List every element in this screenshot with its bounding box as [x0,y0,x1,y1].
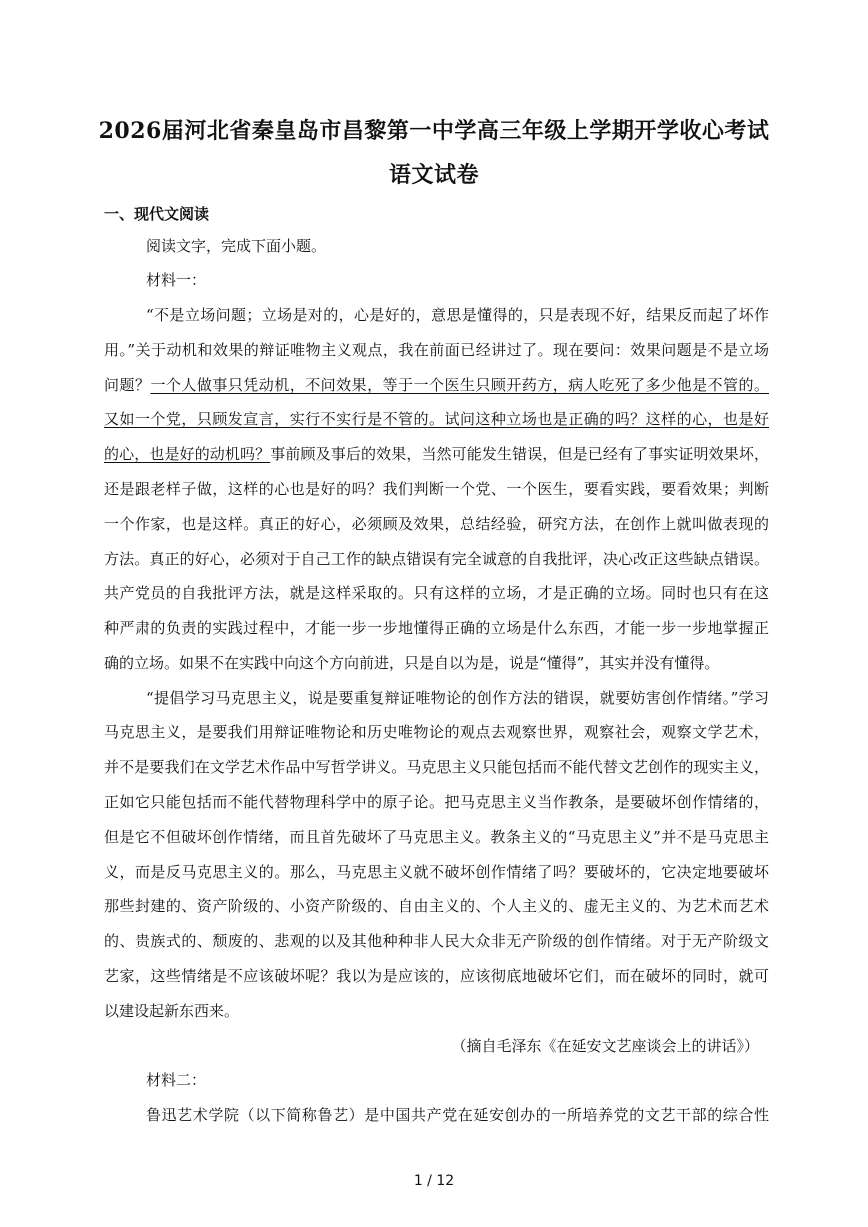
p1-text: 问题？ [104,376,151,394]
p2-line: 的、贵族式的、颓废的、悲观的以及其他种种非人民大众非无产阶级的创作情绪。对于无产阶级文 [104,932,769,950]
underlined-text: 一个人做事只凭动机，不问效果，等于一个医生只顾开药方，病人吃死了多少他是不管的。 [150,376,769,394]
underlined-text: 的心，也是好的动机吗？ [104,445,271,463]
material2-label: 材料二： [146,1071,207,1089]
exam-title: 2026届河北省秦皇岛市昌黎第一中学高三年级上学期开学收心考试 [98,118,770,144]
p1-line: 一个作家，也是这样。真正的好心，必须顾及效果，总结经验，研究方法，在创作上就叫做表现的 [104,515,769,533]
p2-line: 但是它不但破坏创作情绪，而且首先破坏了马克思主义。教条主义的“马克思主义”并不是马克思主 [104,828,769,846]
page-number: 1 / 12 [413,1173,455,1189]
p2-line: 那些封建的、资产阶级的、小资产阶级的、自由主义的、个人主义的、虚无主义的、为艺术而艺术 [104,897,769,915]
p1-line: 种严肃的负责的实践过程中，才能一步一步地懂得正确的立场是什么东西，才能一步一步地掌握正 [104,619,769,637]
source-citation: （摘自毛泽东《在延安文艺座谈会上的讲话》） [451,1037,759,1055]
underlined-text: 又如一个党，只顾发宣言，实行不实行是不管的。试问这种立场也是正确的吗？这样的心，也是好 [104,410,769,428]
p1-line [104,375,769,395]
p1-text: 事前顾及事后的效果，当然可能发生错误，但是已经有了事实证明效果坏， [270,445,769,463]
p1-line: 用。”关于动机和效果的辩证唯物主义观点，我在前面已经讲过了。现在要问：效果问题是不是立场 [104,341,769,359]
material1-label: 材料一： [146,271,207,289]
p1-line: “不是立场问题；立场是对的，心是好的，意思是懂得的，只是表现不好，结果反而起了坏作 [146,306,769,324]
p2-line: 马克思主义，是要我们用辩证唯物论和历史唯物论的观点去观察世界，观察社会，观察文学艺术， [104,723,769,741]
p1-line: 确的立场。如果不在实践中向这个方向前进，只是自以为是，说是“懂得”，其实并没有懂得。 [104,654,720,672]
section-heading: 一、现代文阅读 [104,205,210,223]
p1-line: 还是跟老样子做，这样的心也是好的吗？我们判断一个党、一个医生，要看实践，要看效果；判断 [104,480,769,498]
p2-line: 正如它只能包括而不能代替物理科学中的原子论。把马克思主义当作教条，是要破坏创作情绪的， [104,793,769,811]
instruction-text: 阅读文字，完成下面小题。 [146,237,327,255]
p1-line: 方法。真正的好心，必须对于自己工作的缺点错误有完全诚意的自我批评，决心改正这些缺点错误。 [104,550,769,568]
p2-line: 义，而是反马克思主义的。那么，马克思主义就不破坏创作情绪了吗？要破坏的，它决定地要破坏 [104,863,769,881]
p2-line: “提倡学习马克思主义，说是要重复辩证唯物论的创作方法的错误，就要妨害创作情绪。”学习 [146,689,769,707]
p2-line: 以建设起新东西来。 [104,1002,240,1020]
p2-line: 并不是要我们在文学艺术作品中写哲学讲义。马克思主义只能包括而不能代替文艺创作的现实主义， [104,758,769,776]
p3-line: 鲁迅艺术学院（以下简称鲁艺）是中国共产党在延安创办的一所培养党的文艺干部的综合性 [146,1106,769,1124]
exam-subtitle: 语文试卷 [388,162,479,188]
p1-line [104,444,769,464]
p1-line: 共产党员的自我批评方法，就是这样采取的。只有这样的立场，才是正确的立场。同时也只有在这 [104,584,769,602]
p2-line: 艺家，这些情绪是不应该破坏呢？我以为是应该的，应该彻底地破坏它们，而在破坏的同时，就可 [104,967,769,985]
